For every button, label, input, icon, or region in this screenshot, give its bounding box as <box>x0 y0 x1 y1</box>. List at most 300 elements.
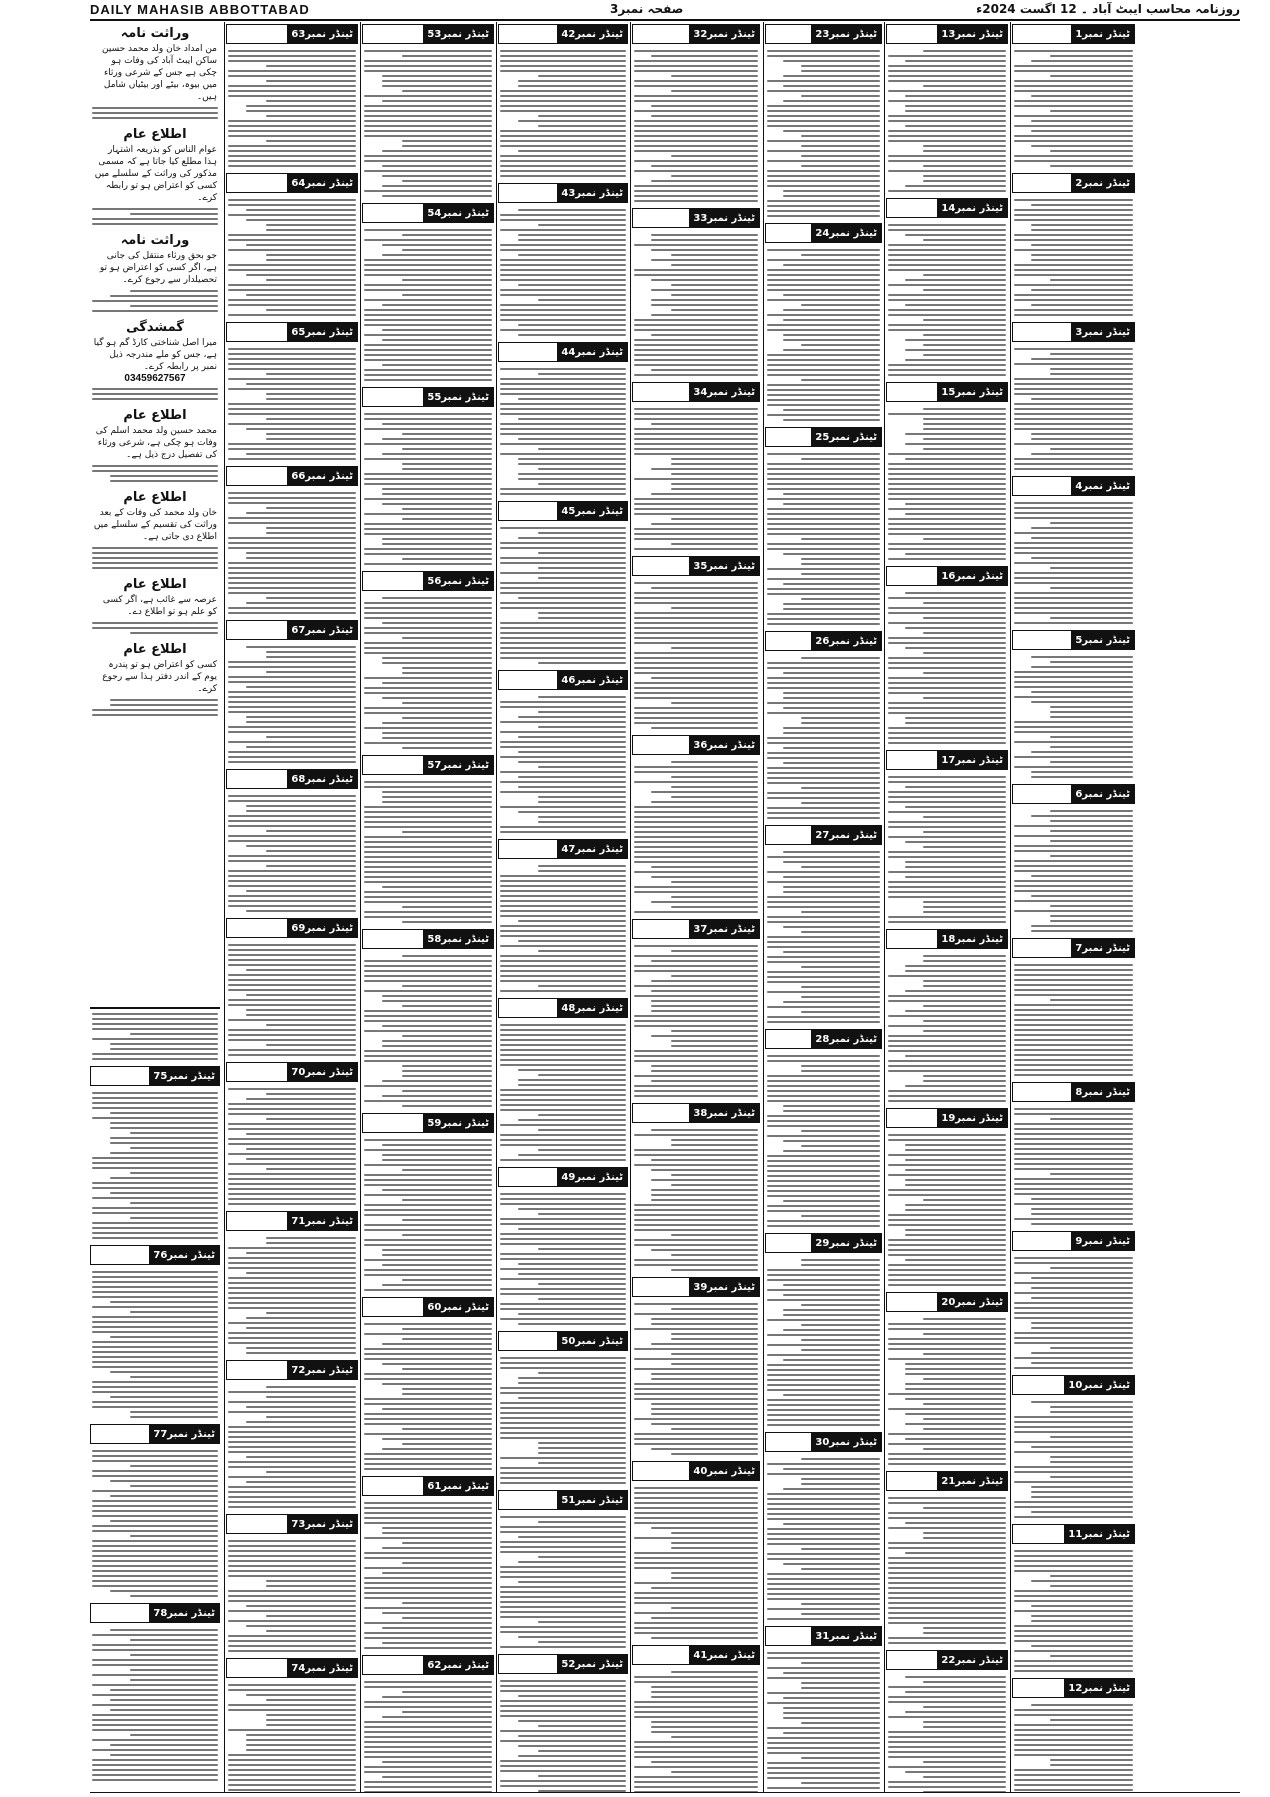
tender-header-blank <box>227 1212 287 1230</box>
tender-notice <box>632 556 760 733</box>
tender-text <box>765 1648 882 1792</box>
tender-header-blank <box>499 1491 557 1509</box>
tender-header-blank <box>363 572 423 590</box>
tender-header <box>886 929 1008 949</box>
tender-text <box>886 404 1008 564</box>
tender-number-label: ٹینڈر نمبر10 <box>1064 1376 1134 1394</box>
tender-notice <box>362 1655 494 1792</box>
tender-header-blank <box>363 1656 423 1674</box>
tender-text <box>632 1667 760 1792</box>
tender-notice <box>632 208 760 380</box>
tender-text <box>765 847 882 1027</box>
tender-number-label: ٹینڈر نمبر59 <box>423 1114 493 1132</box>
tender-text <box>1012 960 1135 1080</box>
tender-number-label: ٹینڈر نمبر13 <box>937 25 1007 43</box>
tender-header-blank <box>227 174 287 192</box>
tender-text <box>226 1536 358 1656</box>
tender-header-blank <box>227 621 287 639</box>
tender-notice <box>632 919 760 1101</box>
tender-notice <box>1012 1082 1135 1229</box>
tender-header-blank <box>1013 323 1071 341</box>
tender-notice <box>226 1211 358 1358</box>
tender-header-blank <box>766 1627 811 1645</box>
tender-header <box>1012 630 1135 650</box>
tender-text <box>226 1084 358 1209</box>
tender-number-label: ٹینڈر نمبر52 <box>557 1655 627 1673</box>
tender-text <box>886 1130 1008 1290</box>
column-separator <box>630 22 631 1792</box>
tender-text <box>765 653 882 823</box>
tender-number-label: ٹینڈر نمبر57 <box>423 756 493 774</box>
tender-header-blank <box>1013 1376 1064 1394</box>
tender-number-label: ٹینڈر نمبر61 <box>423 1477 493 1495</box>
tender-text <box>498 1676 628 1792</box>
tender-notice <box>226 918 358 1060</box>
tender-header-blank <box>887 930 937 948</box>
tender-text <box>90 103 220 123</box>
tender-number-label: ٹینڈر نمبر11 <box>1064 1525 1134 1543</box>
column-separator <box>1010 22 1011 1792</box>
tender-text <box>498 692 628 837</box>
tender-number-label: ٹینڈر نمبر31 <box>811 1627 881 1645</box>
tender-notice <box>1012 322 1135 474</box>
tender-number-label: ٹینڈر نمبر24 <box>811 224 881 242</box>
notice-text: خان ولد محمد کی وفات کے بعد وراثت کی تقسیم کے سلسلے میں اطلاع دی جاتی ہے۔ <box>93 508 217 542</box>
tender-header-blank <box>363 1477 423 1495</box>
tender-header <box>226 1514 358 1534</box>
tender-header-blank <box>1013 1679 1064 1697</box>
tender-header-blank <box>227 770 287 788</box>
notice-title: اطلاع عام <box>123 642 187 657</box>
tender-number-label: ٹینڈر نمبر2 <box>1071 174 1134 192</box>
tender-number-label: ٹینڈر نمبر68 <box>287 770 357 788</box>
tender-text <box>90 1267 220 1422</box>
tender-header-blank <box>633 1462 689 1480</box>
tender-header <box>632 24 760 44</box>
tender-header <box>765 825 882 845</box>
tender-header-blank <box>1013 1232 1071 1250</box>
tender-header <box>362 387 494 407</box>
tender-notice <box>632 1103 760 1275</box>
tender-header <box>498 342 628 362</box>
tender-header <box>498 1654 628 1674</box>
tender-header-blank <box>766 632 811 650</box>
tender-text <box>886 1314 1008 1469</box>
notice-title: وراثت نامہ <box>120 233 190 248</box>
tender-text <box>498 205 628 340</box>
tender-header-blank <box>766 224 811 242</box>
tender-header-blank <box>887 383 937 401</box>
tender-header-blank <box>633 209 689 227</box>
tender-number-label: ٹینڈر نمبر67 <box>287 621 357 639</box>
notice-text: جو بحق ورثاء منتقل کی جانی ہے، اگر کسی کو اعتراض ہو تو تحصیلدار سے رجوع کرے۔ <box>99 251 217 285</box>
tender-header <box>1012 1082 1135 1102</box>
tender-notice <box>765 1626 882 1792</box>
tender-header <box>226 322 358 342</box>
tender-number-label: ٹینڈر نمبر35 <box>689 557 759 575</box>
tender-number-label: ٹینڈر نمبر76 <box>149 1246 219 1264</box>
tender-notice <box>632 382 760 554</box>
tender-header <box>1012 1678 1135 1698</box>
tender-header-blank <box>363 204 423 222</box>
tender-number-label: ٹینڈر نمبر39 <box>689 1278 759 1296</box>
tender-notice <box>765 427 882 629</box>
tender-header <box>498 1167 628 1187</box>
tender-header-blank <box>887 1651 937 1669</box>
tender-number-label: ٹینڈر نمبر42 <box>557 25 627 43</box>
tender-number-label: ٹینڈر نمبر36 <box>689 736 759 754</box>
tender-header-blank <box>227 1361 287 1379</box>
tender-number-label: ٹینڈر نمبر28 <box>811 1030 881 1048</box>
tender-number-label: ٹینڈر نمبر43 <box>557 184 627 202</box>
tender-number-label: ٹینڈر نمبر33 <box>689 209 759 227</box>
tender-number-label: ٹینڈر نمبر7 <box>1071 939 1134 957</box>
tender-notice <box>498 1331 628 1488</box>
tender-text <box>90 695 220 720</box>
tender-text <box>498 861 628 996</box>
tender-text <box>226 1680 358 1792</box>
tender-notice <box>632 1277 760 1459</box>
column-separator <box>224 22 225 1792</box>
tender-text <box>226 791 358 916</box>
tender-header <box>886 1292 1008 1312</box>
tender-text <box>1012 46 1135 171</box>
tender-text <box>632 404 760 554</box>
tender-notice <box>632 1645 760 1792</box>
tender-header-blank <box>887 1109 937 1127</box>
tender-number-label: ٹینڈر نمبر34 <box>689 383 759 401</box>
tender-number-label: ٹینڈر نمبر40 <box>689 1462 759 1480</box>
tender-number-label: ٹینڈر نمبر65 <box>287 323 357 341</box>
tender-header <box>1012 1524 1135 1544</box>
tender-text <box>90 1009 220 1064</box>
tender-text <box>362 777 494 927</box>
tender-text <box>1012 652 1135 782</box>
tender-text <box>362 46 494 201</box>
tender-number-label: ٹینڈر نمبر56 <box>423 572 493 590</box>
tender-header-blank <box>227 25 287 43</box>
tender-header-blank <box>363 1298 423 1316</box>
tender-header <box>226 173 358 193</box>
tender-text <box>226 1382 358 1512</box>
tender-notice <box>765 1233 882 1430</box>
tender-header <box>498 1490 628 1510</box>
tender-header <box>226 769 358 789</box>
tender-number-label: ٹینڈر نمبر25 <box>811 428 881 446</box>
tender-header-blank <box>227 467 287 485</box>
tender-number-label: ٹینڈر نمبر49 <box>557 1168 627 1186</box>
tender-notice <box>1012 1678 1135 1792</box>
column-c6 <box>362 22 494 1792</box>
notice-text: من امداد خان ولد محمد حسین ساکن ایبٹ آباد کی وفات ہو چکی ہے جس کے شرعی ورثاء میں بیوہ، بیٹے اور بیٹیاں شامل ہیں۔ <box>102 44 217 102</box>
notice-title: اطلاع عام <box>123 408 187 423</box>
tender-number-label: ٹینڈر نمبر26 <box>811 632 881 650</box>
tender-text <box>1012 498 1135 628</box>
tender-notice <box>1012 784 1135 936</box>
tender-text <box>498 1353 628 1488</box>
tender-number-label: ٹینڈر نمبر9 <box>1071 1232 1134 1250</box>
tender-text <box>226 46 358 171</box>
tender-text <box>886 951 1008 1106</box>
column-c8 <box>90 22 220 1792</box>
tender-header <box>632 382 760 402</box>
tender-notice <box>226 173 358 320</box>
column-separator <box>360 22 361 1792</box>
tender-number-label: ٹینڈر نمبر3 <box>1071 323 1134 341</box>
tender-notice <box>226 620 358 767</box>
tender-notice <box>498 501 628 668</box>
tender-text <box>1012 806 1135 936</box>
tender-text <box>1012 344 1135 474</box>
tender-number-label: ٹینڈر نمبر74 <box>287 1659 357 1677</box>
tender-header-blank <box>499 343 557 361</box>
tender-notice <box>498 1654 628 1792</box>
tender-notice <box>362 387 494 569</box>
tender-notice <box>498 24 628 181</box>
tender-number-label: ٹینڈر نمبر30 <box>811 1433 881 1451</box>
tender-text <box>886 46 1008 196</box>
tender-text <box>362 951 494 1111</box>
tender-number-label: ٹینڈر نمبر64 <box>287 174 357 192</box>
tender-number-label: ٹینڈر نمبر41 <box>689 1646 759 1664</box>
tender-header-blank <box>499 25 557 43</box>
tender-number-label: ٹینڈر نمبر72 <box>287 1361 357 1379</box>
tender-text <box>886 588 1008 748</box>
tender-header <box>886 382 1008 402</box>
tender-header <box>362 571 494 591</box>
tender-text <box>765 1051 882 1231</box>
tender-header <box>498 1331 628 1351</box>
tender-number-label: ٹینڈر نمبر58 <box>423 930 493 948</box>
tender-header <box>226 466 358 486</box>
tender-header <box>90 1066 220 1086</box>
tender-notice <box>1012 1231 1135 1373</box>
column-c4 <box>632 22 760 1792</box>
tender-number-label: ٹینڈر نمبر21 <box>937 1472 1007 1490</box>
notice-title: اطلاع عام <box>123 577 187 592</box>
tender-header <box>1012 476 1135 496</box>
tender-number-label: ٹینڈر نمبر50 <box>557 1332 627 1350</box>
column-separator <box>763 22 764 1792</box>
tender-notice <box>226 322 358 464</box>
tender-header <box>886 566 1008 586</box>
notice-text: میرا اصل شناختی کارڈ گم ہو گیا ہے، جس کو ملے مندرجہ ذیل نمبر پر رابطہ کرے۔ <box>93 338 217 372</box>
tender-header <box>362 929 494 949</box>
tender-text <box>498 364 628 499</box>
tender-header <box>498 839 628 859</box>
tender-header <box>1012 938 1135 958</box>
column-separator <box>496 22 497 1792</box>
tender-notice <box>362 203 494 385</box>
tender-text <box>226 940 358 1060</box>
tender-text <box>632 46 760 206</box>
tender-number-label: ٹینڈر نمبر23 <box>811 25 881 43</box>
newspaper-title-urdu: روزنامہ محاسب ایبٹ آباد ۔ 12 اگست 2024ء <box>976 2 1240 16</box>
tender-notice <box>886 382 1008 564</box>
tender-header <box>765 1233 882 1253</box>
tender-notice <box>498 183 628 340</box>
tender-header <box>226 24 358 44</box>
notice-text: محمد حسین ولد محمد اسلم کی وفات ہو چکی ہے، شرعی ورثاء کی تفصیل درج ذیل ہے۔ <box>95 426 217 460</box>
tender-header <box>1012 1375 1135 1395</box>
tender-number-label: ٹینڈر نمبر75 <box>149 1067 219 1085</box>
tender-text <box>90 384 220 404</box>
tender-header-blank <box>766 826 811 844</box>
tender-notice <box>886 566 1008 748</box>
tender-notice <box>498 1167 628 1329</box>
tender-notice <box>886 1650 1008 1792</box>
tender-header-blank <box>766 428 811 446</box>
tender-number-label: ٹینڈر نمبر37 <box>689 920 759 938</box>
tender-header-blank <box>499 1655 557 1673</box>
notice-title: وراثت نامہ <box>120 26 190 41</box>
tender-text <box>765 1454 882 1624</box>
tender-notice <box>90 1424 220 1601</box>
tender-text <box>886 1672 1008 1792</box>
column-c2 <box>886 22 1008 1792</box>
tender-header-blank <box>633 736 689 754</box>
tender-text <box>498 46 628 181</box>
notice-text: عوام الناس کو بذریعہ اشتہار ہذا مطلع کیا جاتا ہے کہ مسمی مذکور کی وراثت کے سلسلے میں کسی کو اعتراض ہو تو رابطہ کرے۔ <box>94 145 217 203</box>
tender-notice <box>226 1514 358 1656</box>
tender-text <box>226 488 358 618</box>
tender-header <box>765 1432 882 1452</box>
tender-header-blank <box>91 1246 149 1264</box>
tender-header-blank <box>887 25 937 43</box>
tender-header <box>362 1297 494 1317</box>
page-number: صفحہ نمبر3 <box>610 2 684 16</box>
tender-notice <box>886 1108 1008 1290</box>
tender-text <box>1012 1700 1135 1792</box>
tender-number-label: ٹینڈر نمبر19 <box>937 1109 1007 1127</box>
tender-header <box>498 24 628 44</box>
tender-header-blank <box>633 557 689 575</box>
notice-text: کسی کو اعتراض ہو تو پندرہ یوم کے اندر دفتر ہذا سے رجوع کرے۔ <box>102 660 217 694</box>
tender-header <box>1012 1231 1135 1251</box>
tender-number-label: ٹینڈر نمبر78 <box>149 1604 219 1622</box>
tender-header <box>1012 784 1135 804</box>
tender-number-label: ٹینڈر نمبر17 <box>937 751 1007 769</box>
column-separator <box>884 22 885 1792</box>
tender-text <box>632 941 760 1101</box>
tender-text <box>1012 1546 1135 1676</box>
tender-text <box>886 772 1008 927</box>
tender-header-blank <box>227 1063 287 1081</box>
tender-notice <box>886 1471 1008 1648</box>
tender-notice <box>886 198 1008 380</box>
tender-text <box>498 1189 628 1329</box>
tender-header-blank <box>1013 939 1071 957</box>
tender-text <box>362 1135 494 1295</box>
tender-number-label: ٹینڈر نمبر32 <box>689 25 759 43</box>
tender-header-blank <box>766 1030 811 1048</box>
tender-header <box>632 735 760 755</box>
tender-text <box>632 578 760 733</box>
tender-header-blank <box>887 1293 937 1311</box>
tender-header-blank <box>1013 1083 1071 1101</box>
tender-header <box>362 24 494 44</box>
tender-header-blank <box>1013 477 1071 495</box>
tender-text <box>765 46 882 221</box>
tender-text <box>632 1125 760 1275</box>
tender-notice <box>1012 630 1135 782</box>
tender-header <box>226 1658 358 1678</box>
tender-header-blank <box>633 25 689 43</box>
tender-header <box>362 1113 494 1133</box>
tender-header <box>362 1476 494 1496</box>
tender-header-blank <box>363 930 423 948</box>
tender-header <box>226 1360 358 1380</box>
tender-header-blank <box>227 1659 287 1677</box>
tender-number-label: ٹینڈر نمبر38 <box>689 1104 759 1122</box>
tender-header-blank <box>1013 631 1071 649</box>
tender-notice <box>498 839 628 996</box>
tender-notice <box>362 1297 494 1474</box>
tender-number-label: ٹینڈر نمبر70 <box>287 1063 357 1081</box>
tender-number-label: ٹینڈر نمبر62 <box>423 1656 493 1674</box>
tender-header-blank <box>499 184 557 202</box>
tender-header <box>632 1277 760 1297</box>
tender-header-blank <box>227 323 287 341</box>
tender-header <box>632 208 760 228</box>
tender-header <box>886 750 1008 770</box>
tender-header-blank <box>1013 174 1071 192</box>
tender-header <box>1012 322 1135 342</box>
notice-text: عرصہ سے غائب ہے، اگر کسی کو علم ہو تو اطلاع دے۔ <box>102 595 217 617</box>
tender-text <box>362 1498 494 1653</box>
tender-notice <box>226 769 358 916</box>
tender-header <box>362 203 494 223</box>
tender-text <box>90 1088 220 1243</box>
tender-header <box>226 918 358 938</box>
tender-notice <box>1012 24 1135 171</box>
tender-header-blank <box>766 1433 811 1451</box>
tender-header-blank <box>363 388 423 406</box>
tender-header-blank <box>499 1168 557 1186</box>
tender-number-label: ٹینڈر نمبر14 <box>937 199 1007 217</box>
tender-notice <box>765 223 882 425</box>
tender-notice <box>498 998 628 1165</box>
tender-header-blank <box>633 920 689 938</box>
tender-header <box>90 1603 220 1623</box>
tender-text <box>226 642 358 767</box>
tender-header <box>765 427 882 447</box>
column-c3 <box>765 22 882 1792</box>
tender-number-label: ٹینڈر نمبر5 <box>1071 631 1134 649</box>
tender-number-label: ٹینڈر نمبر60 <box>423 1298 493 1316</box>
tender-text <box>498 1512 628 1652</box>
tender-text <box>90 618 220 638</box>
tender-notice <box>226 466 358 618</box>
tender-number-label: ٹینڈر نمبر8 <box>1071 1083 1134 1101</box>
tender-notice <box>498 1490 628 1652</box>
tender-header <box>886 24 1008 44</box>
tender-notice <box>362 755 494 927</box>
tender-number-label: ٹینڈر نمبر47 <box>557 840 627 858</box>
tender-header <box>226 620 358 640</box>
tender-notice <box>886 750 1008 927</box>
tender-number-label: ٹینڈر نمبر51 <box>557 1491 627 1509</box>
tender-notice <box>362 571 494 753</box>
tender-header-blank <box>766 25 811 43</box>
tender-text <box>90 286 220 316</box>
tender-notice <box>1012 1375 1135 1522</box>
notice-title: گمشدگی <box>126 320 184 335</box>
tender-header-blank <box>766 1234 811 1252</box>
tender-notice <box>90 1245 220 1422</box>
tender-header <box>362 755 494 775</box>
tender-header <box>632 1461 760 1481</box>
